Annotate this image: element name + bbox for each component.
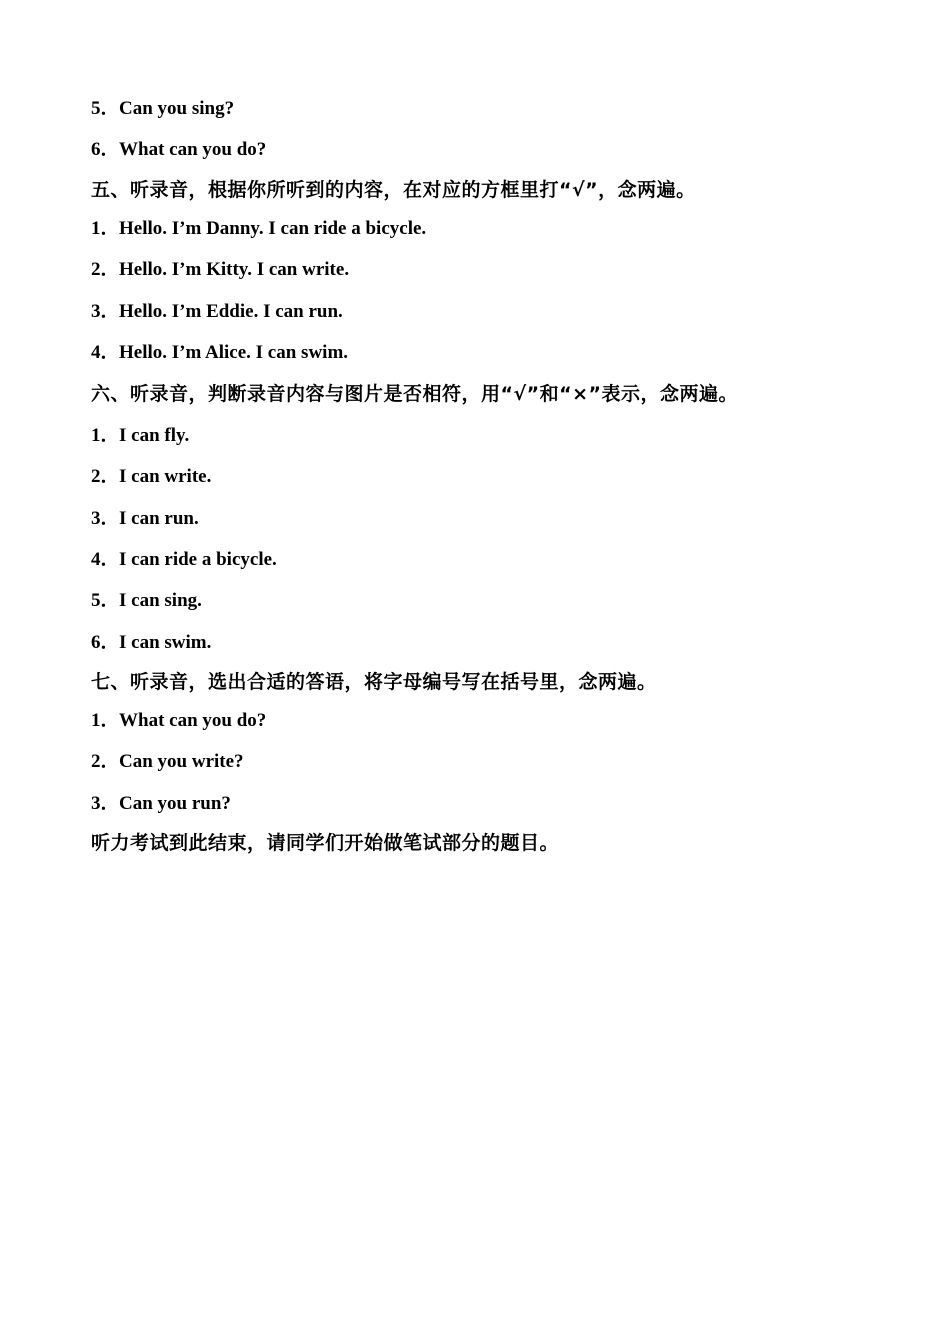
item-text: Hello. I’m Danny. I can ride a bicycle. bbox=[119, 218, 427, 239]
list-item bbox=[91, 548, 277, 572]
item-number: 6． bbox=[91, 632, 120, 653]
item-number: 2． bbox=[91, 751, 120, 772]
item-text: Can you run? bbox=[119, 793, 231, 814]
section-6-heading: 六、听录音，判断录音内容与图片是否相符，用“√”和“×”表示，念两遍。 bbox=[91, 383, 739, 405]
item-text: Hello. I’m Eddie. I can run. bbox=[119, 301, 343, 322]
list-item bbox=[91, 465, 211, 489]
item-text: Can you sing? bbox=[119, 98, 235, 119]
item-text: I can run. bbox=[119, 508, 199, 529]
item-number: 3． bbox=[91, 793, 120, 814]
item-text: I can swim. bbox=[119, 632, 212, 653]
list-item bbox=[91, 750, 244, 774]
item-number: 4． bbox=[91, 342, 120, 363]
item-text: Hello. I’m Kitty. I can write. bbox=[119, 259, 350, 280]
item-number: 4． bbox=[91, 549, 120, 570]
list-item bbox=[91, 300, 343, 324]
list-item bbox=[91, 631, 211, 655]
item-number: 3． bbox=[91, 508, 120, 529]
list-item bbox=[91, 589, 202, 613]
item-text: Can you write? bbox=[119, 751, 244, 772]
list-item bbox=[91, 424, 189, 448]
item-number: 5． bbox=[91, 98, 120, 119]
item-text: I can fly. bbox=[119, 425, 190, 446]
item-number: 1． bbox=[91, 710, 120, 731]
item-text: Hello. I’m Alice. I can swim. bbox=[119, 342, 349, 363]
item-number: 2． bbox=[91, 259, 120, 280]
list-item bbox=[91, 97, 234, 121]
list-item bbox=[91, 507, 199, 531]
item-text: I can ride a bicycle. bbox=[119, 549, 277, 570]
item-text: I can write. bbox=[119, 466, 212, 487]
list-item bbox=[91, 217, 426, 241]
item-text: What can you do? bbox=[119, 139, 267, 160]
list-item bbox=[91, 138, 266, 162]
list-item bbox=[91, 341, 348, 365]
item-text: I can sing. bbox=[119, 590, 202, 611]
item-number: 1． bbox=[91, 425, 120, 446]
list-item bbox=[91, 709, 266, 733]
item-number: 3． bbox=[91, 301, 120, 322]
item-number: 5． bbox=[91, 590, 120, 611]
section-7-heading: 七、听录音，选出合适的答语，将字母编号写在括号里，念两遍。 bbox=[91, 671, 657, 693]
section-5-heading: 五、听录音，根据你所听到的内容，在对应的方框里打“√”，念两遍。 bbox=[91, 179, 696, 201]
item-number: 6． bbox=[91, 139, 120, 160]
list-item bbox=[91, 258, 349, 282]
item-text: What can you do? bbox=[119, 710, 267, 731]
item-number: 2． bbox=[91, 466, 120, 487]
list-item bbox=[91, 792, 231, 816]
item-number: 1． bbox=[91, 218, 120, 239]
closing-note: 听力考试到此结束，请同学们开始做笔试部分的题目。 bbox=[91, 832, 560, 854]
